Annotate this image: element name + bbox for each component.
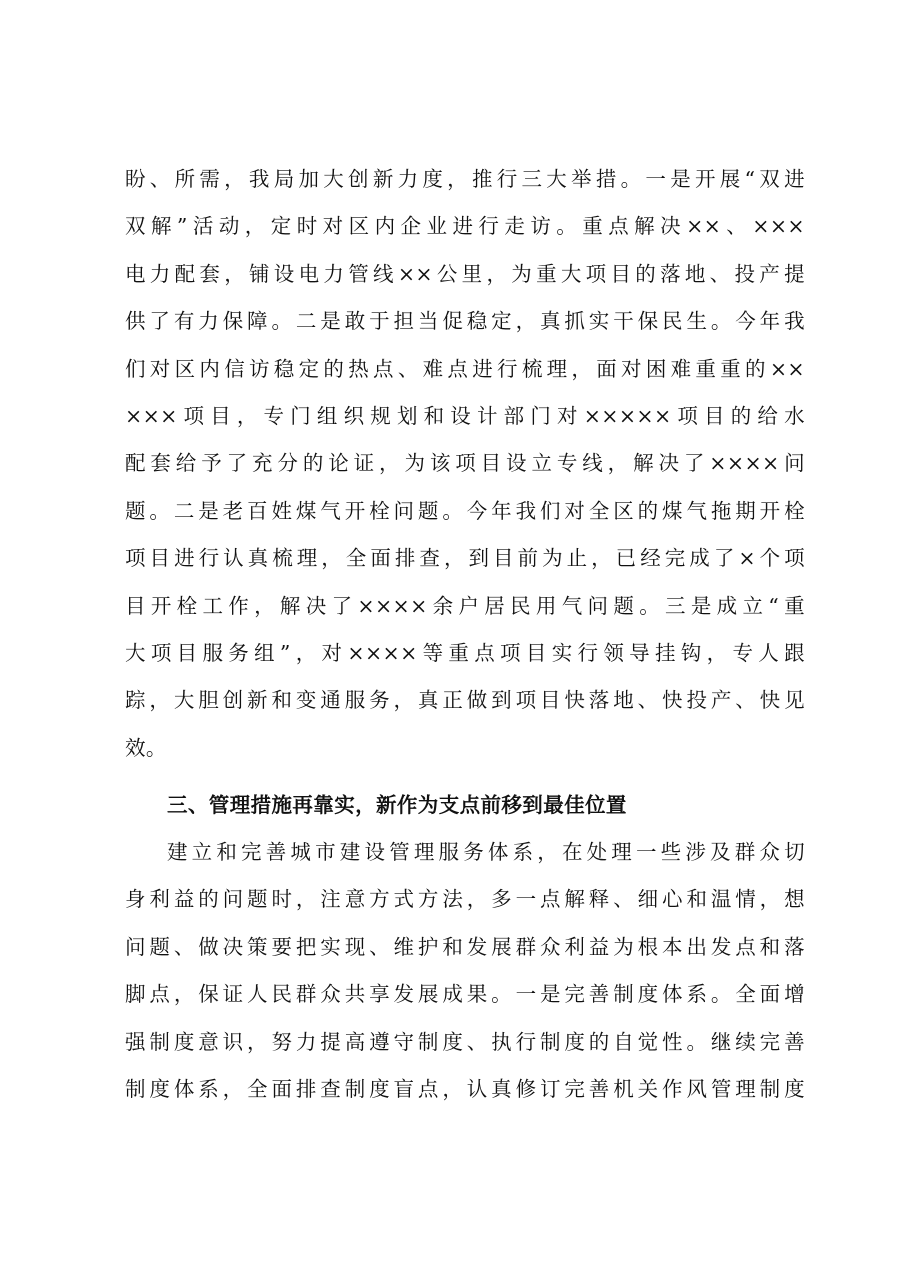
paragraph-line: 踪，大胆创新和变通服务，真正做到项目快落地、快投产、快见 (125, 688, 805, 713)
paragraph-line: 建立和完善城市建设管理服务体系，在处理一些涉及群众切 (167, 840, 805, 864)
paragraph-line: 大项目服务组”，对××××等重点项目实行领导挂钩，专人跟 (125, 640, 805, 665)
paragraph-line: ×××项目，专门组织规划和设计部门对×××××项目的给水 (125, 403, 805, 428)
section-paragraph (125, 829, 805, 1113)
section-heading: 三、管理措施再靠实，新作为支点前移到最佳位置 (167, 793, 627, 817)
paragraph-line: 们对区内信访稳定的热点、难点进行梳理，面对困难重重的×× (125, 356, 805, 381)
paragraph-line: 题。二是老百姓煤气开栓问题。今年我们对全区的煤气拖期开栓 (125, 498, 805, 523)
paragraph-line: 制度体系，全面排查制度盲点，认真修订完善机关作风管理制度 (125, 1076, 805, 1101)
paragraph-line: 配套给予了充分的论证，为该项目设立专线，解决了××××问 (125, 451, 805, 476)
paragraph-line: 双解”活动，定时对区内企业进行走访。重点解决××、××× (125, 214, 805, 239)
paragraph-line: 问题、做决策要把实现、维护和发展群众利益为根本出发点和落 (125, 934, 805, 959)
paragraph-line: 电力配套，铺设电力管线××公里，为重大项目的落地、投产提 (125, 261, 805, 286)
paragraph-line: 身利益的问题时，注意方式方法，多一点解释、细心和温情，想 (125, 887, 805, 912)
paragraph-line: 目开栓工作，解决了××××余户居民用气问题。三是成立“重 (125, 593, 805, 618)
paragraph-line: 供了有力保障。二是敢于担当促稳定，真抓实干保民生。今年我 (125, 309, 805, 334)
paragraph-line: 脚点，保证人民群众共享发展成果。一是完善制度体系。全面增 (125, 982, 805, 1007)
paragraph-line: 效。 (125, 735, 167, 760)
paragraph-line: 项目进行认真梳理，全面排查，到目前为止，已经完成了×个项 (125, 546, 805, 571)
paragraph-line: 强制度意识，努力提高遵守制度、执行制度的自觉性。继续完善 (125, 1029, 805, 1054)
paragraph-continued (125, 156, 805, 772)
paragraph-line: 盼、所需，我局加大创新力度，推行三大举措。一是开展“双进 (125, 167, 805, 191)
section-heading-block (125, 782, 805, 829)
